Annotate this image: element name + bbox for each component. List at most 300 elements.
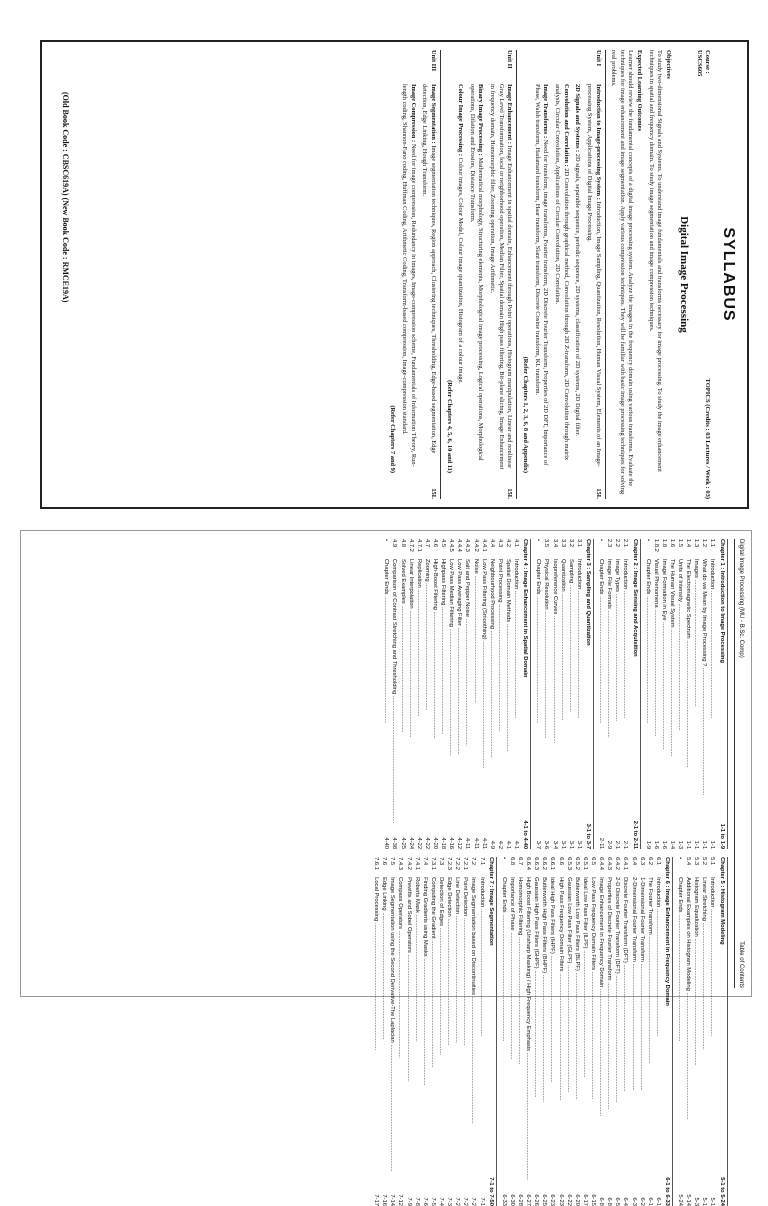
toc-entry-number: •: [383, 539, 390, 542]
toc-entry-title: Image Types .....: [613, 559, 621, 823]
chapter-reference: (Refer Chapters 7 and 9): [389, 405, 397, 473]
unit-body: [520, 84, 601, 477]
toc-entry-title: Low Pass Averaging Filter .....: [455, 559, 463, 823]
toc-entry: [463, 539, 471, 849]
units-table: [385, 50, 606, 499]
unit-topic: [456, 84, 465, 473]
toc-entry-title: Sampling .....: [567, 559, 575, 823]
toc-entry: [613, 539, 621, 849]
toc-entry-page: 7-9: [405, 1197, 412, 1206]
toc-entry-number: 5.1: [709, 857, 716, 866]
topic-text: 2D signals, separable sequence, periodic sequence, 2D systems, classification of 2D systems, 2D Digital filter.: [574, 152, 582, 436]
toc-entry-page: 5-1: [709, 1197, 716, 1206]
toc-entry-number: 7.4.1: [413, 857, 420, 870]
toc-entry-number: 3.2: [567, 539, 574, 548]
toc-entry-title: Highpass Filtering .....: [439, 559, 447, 823]
toc-entry-page: 4-24: [407, 837, 414, 850]
toc-entry-page: 7-4: [438, 1197, 444, 1206]
course-code: USCS605: [695, 50, 703, 77]
toc-entry-page: 4-22: [423, 837, 430, 850]
toc-entry: [534, 539, 542, 849]
toc-entry-title: Image Formation in Eye .....: [660, 559, 668, 823]
toc-entry-page: 4-20: [432, 837, 438, 850]
toc-entry-title: Image File Formats .....: [605, 559, 613, 823]
toc-entry-page: 6-28: [516, 1194, 523, 1206]
toc-entry-title: Edge Linking .....: [380, 877, 388, 1180]
toc-entry-page: 2-1: [622, 840, 629, 850]
toc-entry-number: 7.6: [381, 857, 388, 866]
toc-entry-page: 6-5: [614, 1197, 621, 1206]
outcomes-text: Learner should review the fundamental concepts of a digital image processing system. Analyze the images in the frequency domain using various transforms. Evaluate the techniques for image enhancement and image segmentation. Apply various compression techniques. They will be familiar with basic image processing techniques for solving real problems.: [610, 50, 635, 495]
toc-entry-title: Replication .....: [415, 559, 423, 823]
toc-entry-page: 6-23: [557, 1194, 564, 1206]
toc-entry-page: 7-2: [454, 1197, 461, 1206]
toc-entry-page: 1-6: [660, 840, 667, 850]
toc-entry-page: 7-5: [429, 1197, 436, 1206]
toc-entry-title: 1-Dimensional Fourier Transform .....: [638, 877, 646, 1180]
toc-entry-title: Introduction .....: [708, 877, 716, 1180]
toc-entry-number: 4.9: [391, 539, 398, 548]
toc-entry: [461, 857, 469, 1206]
toc-entry-title: Zooming .....: [423, 559, 431, 823]
toc-entry-number: 2.3: [606, 539, 613, 548]
topic-heading: Image Segmentation :: [429, 84, 437, 144]
toc-entry-number: 6.6.2: [541, 857, 548, 870]
toc-entry-number: 6.5: [589, 857, 596, 866]
toc-entry-page: 6-15: [589, 1194, 596, 1206]
toc-entry-title: Homomorphic Filtering .....: [516, 877, 524, 1180]
toc-entry-title: Introduction .....: [708, 559, 716, 823]
toc-entry: [660, 539, 668, 849]
toc-entry-page: 7-1: [478, 1197, 485, 1206]
toc-entry-number: 4.1: [513, 539, 520, 548]
toc-entry-page: 7-14: [389, 1194, 396, 1206]
toc-entry-number: 4.4.1: [480, 539, 487, 552]
toc-entry-page: 5-1: [701, 1197, 708, 1206]
toc-entry-page: 4-11: [464, 837, 471, 850]
toc-entry-title: Noise .....: [471, 559, 479, 823]
toc-entry-title: Neighbourhood Processing .....: [488, 559, 496, 823]
toc-entry-page: 1-9: [644, 840, 651, 850]
toc-column: [372, 539, 731, 849]
toc-columns: [372, 539, 731, 1206]
toc-entry-page: 7-17: [373, 1194, 380, 1206]
toc-entry-number: 4.4.5: [448, 539, 455, 552]
toc-entry-title: Introduction .....: [654, 877, 662, 1180]
toc-entry: [597, 857, 605, 1206]
toc-entry: [556, 857, 564, 1206]
toc-chapter-title: Chapter 5 : Histogram Modeling: [718, 857, 725, 945]
toc-entry-page: 6-25: [541, 1194, 548, 1206]
toc-entry-number: •: [500, 857, 507, 860]
toc-entry-title: Chapter Ends .....: [534, 559, 542, 823]
toc-entry: [540, 857, 548, 1206]
toc-entry-number: 6.5.1: [581, 857, 588, 870]
toc-chapter-title: Chapter 3 : Sampling and Quantization: [584, 539, 591, 646]
toc-entry-page: 6-2: [638, 1197, 645, 1206]
toc-entry-number: 6.3: [638, 857, 645, 866]
toc-entry: [692, 857, 700, 1206]
toc-entry-number: 6.4.3: [606, 857, 613, 870]
toc-entry-title: High-Boost Filtering .....: [431, 559, 439, 823]
toc-entry-number: 7.2: [470, 857, 477, 866]
toc-entry-title: High Boost Filtering (Unsharp Masking) / High Frequency Emphasis .....: [524, 877, 532, 1180]
toc-entry: [652, 539, 660, 849]
toc-entry-number: 1.8: [660, 539, 667, 548]
toc-entry: [668, 539, 676, 849]
toc-entry-number: 7.6.1: [373, 857, 380, 870]
toc-chapter-heading: [521, 539, 531, 849]
toc-entry-number: 4.5: [440, 539, 447, 548]
toc-entry: [646, 857, 654, 1206]
topic-text: Colour images, Colour Model, Colour image quantization, Histogram of a colour image.: [457, 156, 465, 384]
toc-entry-title: The Human Visual System .....: [668, 559, 676, 823]
toc-entry-number: 4.8: [399, 539, 406, 548]
toc-entry-title: Introduction .....: [512, 559, 520, 823]
credits-text: TOPICS (Credits : 03 Lectures / Week : 03): [704, 378, 712, 499]
toc-entry: [372, 857, 380, 1206]
unit-row: [385, 50, 441, 499]
toc-entry-title: 2-Dimensional Fourier Transform .....: [629, 877, 637, 1180]
toc-chapter-title: Chapter 2 : Image Sensing and Acquisition: [631, 539, 638, 657]
toc-entry-title: Edge Detection .....: [445, 877, 453, 1180]
topic-text: Introduction, Image Sampling, Quantization, Resolution, Human Visual System, Elements of an Image-processing System, Applications of Digital Image Processing.: [585, 84, 602, 467]
toc-chapter-pages: 5-1 to 5-24: [718, 1177, 725, 1206]
toc-column: [372, 857, 731, 1206]
toc-entry-page: 4-22: [415, 837, 422, 850]
toc-entry-page: 6-22: [565, 1194, 572, 1206]
toc-entry-number: 7.4.3: [397, 857, 404, 870]
toc-entry-title: Discrete Fourier Transform (DFT) .....: [621, 877, 629, 1180]
toc-entry-title: Detection of Edges .....: [437, 877, 445, 1180]
toc-entry-number: 4.3: [496, 539, 503, 548]
toc-entry-number: 7.2.1: [462, 857, 469, 870]
toc-book-title: Digital Image Processing (MU - B.Sc. Comp): [738, 539, 744, 658]
toc-entry: [565, 857, 573, 1206]
unit-row: [517, 50, 605, 499]
toc-content: [21, 531, 751, 1206]
toc-entry: [429, 857, 437, 1206]
toc-entry: [380, 857, 388, 1206]
toc-entry: [575, 539, 583, 849]
toc-entry-title: Chapter Ends .....: [597, 559, 605, 823]
toc-entry: [684, 857, 692, 1206]
toc-entry: [605, 539, 613, 849]
toc-entry-page: 1-1: [685, 840, 692, 850]
toc-chapter-pages: 3-1 to 3-7: [584, 823, 591, 850]
toc-entry-number: 5.2: [701, 857, 708, 866]
toc-entry: [415, 539, 423, 849]
toc-entry: [700, 857, 708, 1206]
objectives-text: To study two-dimensional Signals and Systems. To understand image fundamentals and transforms necessary for image processing. To study the image enhancement techniques in spatial and frequency domain. To study image segmentation and image compression techniques.: [647, 50, 664, 472]
toc-entry-title: Isopreference Curves .....: [550, 559, 558, 823]
toc-entry: [621, 857, 629, 1206]
toc-entry-page: 1-4: [668, 840, 675, 850]
toc-entry-page: 6-17: [581, 1194, 588, 1206]
toc-entry-number: 7.4.2: [405, 857, 412, 870]
toc-chapter-title: Chapter 7 : Image Segmentation: [487, 857, 494, 946]
toc-entry: [638, 857, 646, 1206]
course-meta: [703, 50, 712, 499]
toc-entry-page: 3-1: [559, 840, 566, 850]
toc-entry-page: 7-16: [381, 1194, 388, 1206]
toc-entry: [508, 857, 516, 1206]
unit-topic: [420, 84, 437, 473]
toc-entry-number: 4.2: [504, 539, 511, 548]
toc-entry: [676, 539, 684, 849]
unit-topic: [584, 84, 601, 473]
toc-entry: [581, 857, 589, 1206]
course-label: Course :: [704, 50, 712, 74]
toc-entry-title: Images .....: [692, 559, 700, 823]
toc-entry: [437, 857, 445, 1206]
unit-hours: 15L: [429, 488, 437, 499]
toc-entry: [654, 857, 662, 1206]
toc-entry: [573, 857, 581, 1206]
objectives: [646, 50, 672, 499]
toc-entry-title: Low Pass Filtering (Smoothing) .....: [480, 559, 488, 823]
toc-entry-number: 7.1: [478, 857, 485, 866]
toc-entry-title: Computing the Gradient .....: [429, 877, 437, 1180]
toc-entry-title: Linear Stretching .....: [700, 877, 708, 1180]
toc-entry-page: 6-20: [573, 1194, 580, 1206]
toc-entry-number: 5.3: [693, 857, 700, 866]
toc-entry-number: 5.4: [685, 857, 692, 866]
toc-entry-title: Quantization .....: [559, 559, 567, 823]
toc-entry-title: Compass Operators .....: [396, 877, 404, 1180]
toc-chapter-heading: [718, 857, 728, 1206]
toc-entry: [504, 539, 512, 849]
toc-entry-title: Image Segmentation using the Second Derivative-The Laplacian .....: [388, 877, 396, 1180]
toc-entry-number: 1.8.2: [652, 539, 659, 552]
unit-hours: 15L: [506, 488, 514, 499]
toc-entry-title: Comparison of Contrast Stretching and Thresholding .....: [390, 559, 398, 823]
unit-name: Unit III: [429, 50, 437, 72]
toc-entry-number: 4.7: [423, 539, 430, 548]
toc-entry-title: What do we Mean by Image Processing ? .....: [700, 559, 708, 823]
toc-entry-page: 4-11: [472, 837, 479, 850]
toc-entry: [567, 539, 575, 849]
toc-entry: [597, 539, 605, 849]
toc-entry-page: 5-3: [693, 1197, 700, 1206]
toc-entry-page: 7-3: [446, 1197, 453, 1206]
topic-heading: Colour Image Processing :: [457, 84, 465, 157]
toc-entry-title: Salt and Pepper Noise .....: [463, 559, 471, 823]
toc-entry-number: 4.4.2: [472, 539, 479, 552]
toc-entry: [455, 539, 463, 849]
toc-entry-title: Introduction .....: [477, 877, 485, 1180]
toc-entry-page: 4-16: [448, 837, 455, 850]
toc-entry-title: Low Pass Frequency Domain Filters .....: [589, 877, 597, 1180]
toc-entry: [708, 539, 716, 849]
toc-entry-page: 4-2: [496, 840, 503, 850]
unit-topic: [532, 84, 549, 473]
toc-entry: [404, 857, 412, 1206]
outcomes-label: Expected Learning Outcomes: [636, 50, 644, 131]
toc-entry-number: 3.3: [559, 539, 566, 548]
toc-entry-number: 1.6: [668, 539, 675, 548]
toc-entry-number: •: [644, 539, 651, 542]
toc-entry-page: 6-30: [508, 1194, 515, 1206]
toc-chapter-heading: [718, 539, 728, 849]
syllabus-content: [42, 42, 747, 507]
toc-entry-page: 4-9: [488, 840, 495, 850]
objectives-label: Objectives: [665, 50, 673, 79]
toc-entry-page: 5-24: [677, 1194, 684, 1206]
toc-entry-number: 6.4.2: [614, 857, 621, 870]
toc-entry-title: Image Enhancement in Frequency Domain .....: [597, 877, 605, 1180]
toc-entry: [445, 857, 453, 1206]
toc-entry-number: 1.3: [693, 539, 700, 548]
toc-entry-title: Physical Resolution .....: [542, 559, 550, 823]
unit-topic: [573, 84, 582, 473]
toc-entry: [447, 539, 455, 849]
toc-entry-page: 4-38: [391, 837, 398, 850]
toc-entry-page: 3-1: [575, 840, 582, 850]
toc-entry-page: 6-1: [654, 1197, 661, 1206]
toc-entry-page: 4-25: [399, 837, 406, 850]
toc-entry-page: 7-12: [397, 1194, 404, 1206]
toc-entry-page: 6-26: [533, 1194, 540, 1206]
toc-entry-title: Linear Interpolation .....: [407, 559, 415, 823]
toc-entry-number: 4.7.1: [415, 539, 422, 552]
toc-entry-page: 7-8: [413, 1197, 420, 1206]
toc-entry-page: 1-1: [693, 840, 700, 850]
toc-entry-page: 4-18: [440, 837, 447, 850]
toc-entry-title: Low Pass Median Filtering .....: [447, 559, 455, 823]
toc-chapter-heading: [487, 857, 497, 1206]
toc-entry-title: Butterworth High Pass Filters (BHPF) .....: [540, 877, 548, 1180]
toc-entry-number: 4.7.2: [407, 539, 414, 552]
topic-text: Image Enhancement in spatial domain, Enhancement through Point operations, Histogram manipulation, Linear and nonlinear Gray Level Transformation, local or neighborhood operation, Median Filter, Spatial domain High pass filtering, Bit-plane slicing, Image Enhancement in frequency domain, Homomorphic filter, Zooming operation, Image Arithmetic.: [489, 84, 514, 470]
toc-entry: [589, 857, 597, 1206]
toc-entry-title: The Electromagnetic Spectrum .....: [684, 559, 692, 823]
toc-entry-number: 6.1: [654, 857, 661, 866]
toc-entry: [407, 539, 415, 849]
toc-entry-title: 2-D Discrete Fourier Transform (DFT) .....: [613, 877, 621, 1180]
toc-entry: [548, 857, 556, 1206]
toc-entry: [469, 857, 477, 1206]
toc-entry-number: 4.4: [488, 539, 495, 548]
syllabus-title: SYLLABUS: [720, 227, 737, 322]
toc-entry-number: 6.4: [630, 857, 637, 866]
unit-hours: 15L: [594, 488, 602, 499]
subject-title: Digital Image Processing: [677, 216, 690, 333]
toc-page: [20, 530, 752, 1206]
toc-entry: [700, 539, 708, 849]
toc-entry-number: •: [677, 857, 684, 860]
topic-text: 2D Convolution through graphical method, Convolution through 2D Z-transform, 2D Convolution through matrix analysis, Circular Convolution, Applications of Circular Convolution, 2D Correlation.: [553, 84, 570, 461]
toc-entry-page: 7-2: [462, 1197, 469, 1206]
toc-entry-page: 6-8: [606, 1197, 613, 1206]
unit-topic: [552, 84, 569, 473]
toc-entry-page: 3-4: [551, 840, 558, 850]
toc-entry-page: 3-6: [543, 840, 550, 850]
toc-entry-number: 1.4: [685, 539, 692, 548]
toc-chapter-pages: 6-1 to 6-33: [663, 1177, 670, 1206]
toc-entry-number: 6.8: [508, 857, 515, 866]
unit-name: Unit I: [594, 50, 602, 67]
toc-entry-title: Solved Examples .....: [398, 559, 406, 823]
toc-entry: [532, 857, 540, 1206]
topic-text: Mathematical morphology, Structuring elements, Morphological image processing, Logical operations, Morphological operations, Dilation and Erosion, Distance Transform.: [468, 84, 485, 461]
unit-topic: [467, 84, 484, 473]
toc-entry-title: Ideal High Pass Filters (IHPF) .....: [548, 877, 556, 1180]
toc-chapter-heading: [663, 857, 673, 1206]
unit-name: Unit II: [506, 50, 514, 69]
book-code: (Old Book Code : CBSC619A) (New Book Code : RMCE19A): [61, 92, 70, 303]
toc-entry-number: 2.2: [614, 539, 621, 548]
toc-entry-page: 1-1: [709, 840, 716, 850]
toc-entry-page: 6-33: [500, 1194, 507, 1206]
toc-entry-number: 6.7: [516, 857, 523, 866]
toc-entry-title: Finding Gradients using Masks .....: [421, 877, 429, 1180]
outcomes: [609, 50, 644, 499]
toc-entry-title: Introduction .....: [621, 559, 629, 823]
toc-entry: [542, 539, 550, 849]
toc-entry: [453, 857, 461, 1206]
toc-chapter-title: Chapter 6 : Image Enhancement in Frequency Domain: [663, 857, 670, 1006]
syllabus-page: [40, 40, 749, 509]
toc-entry-page: 4-40: [383, 837, 390, 850]
topic-heading: Introduction to Image-processing System :: [594, 84, 602, 200]
toc-entry-number: 3.1: [575, 539, 582, 548]
toc-entry: [550, 539, 558, 849]
toc-entry: [496, 539, 504, 849]
toc-entry-number: 1.5: [677, 539, 684, 548]
toc-entry-title: Point Detection .....: [461, 877, 469, 1180]
toc-entry: [431, 539, 439, 849]
toc-header: [734, 539, 745, 988]
toc-entry-number: 6.4.4: [598, 857, 605, 870]
toc-entry-number: 2.1: [622, 539, 629, 548]
toc-entry: [676, 857, 684, 1206]
toc-entry-title: Visual Phenomena .....: [652, 559, 660, 823]
toc-entry-number: 6.4.1: [622, 857, 629, 870]
toc-entry: [471, 539, 479, 849]
toc-entry-page: 6-8: [598, 1197, 605, 1206]
toc-entry-page: 2-11: [598, 837, 605, 850]
toc-entry-number: •: [535, 539, 542, 542]
toc-entry-number: 6.5.2: [573, 857, 580, 870]
toc-entry: [621, 539, 629, 849]
toc-entry: [644, 539, 652, 849]
toc-entry-title: Units of Intensity .....: [676, 559, 684, 823]
topic-heading: 2D Signals and Systems :: [574, 84, 582, 153]
toc-entry-number: 7.4: [421, 857, 428, 866]
topic-heading: Convolution and Correlation :: [562, 84, 570, 167]
toc-entry-number: 3.5: [543, 539, 550, 548]
topic-heading: Image Enhancement :: [506, 84, 514, 144]
toc-entry-page: 4-11: [480, 837, 487, 850]
toc-title: Table of Contents: [738, 941, 744, 988]
toc-entry-page: 4-12: [456, 837, 463, 850]
toc-entry-title: Chapter Ends .....: [382, 559, 390, 823]
toc-entry-title: Histogram Equalization .....: [692, 877, 700, 1180]
toc-entry: [708, 857, 716, 1206]
toc-entry-number: 4.6: [432, 539, 438, 548]
toc-entry: [692, 539, 700, 849]
toc-entry-title: Introduction .....: [575, 559, 583, 823]
toc-entry-title: Gaussian Low Pass Filter (GLPF) .....: [565, 877, 573, 1180]
toc-chapter-title: Chapter 4 : Image Enhancement in Spatial Domain: [522, 539, 529, 678]
topic-text: Image segmentation techniques, Region approach, Clustering techniques, Thresholding, Edge-based segmentation, Edge detection, Edge Linking, Hough Transform.: [421, 84, 437, 454]
topic-text: Need for image compression, Redundancy in images, Image-compression scheme, Fundamentals of Information Theory, Run-length coding, Shannon-Fano coding, Huffman Coding, Arithmetic Coding, Transform-based compression, Image-compression standard.: [401, 84, 417, 467]
toc-entry-number: 4.4.3: [464, 539, 471, 552]
toc-entry-title: Chapter Ends .....: [644, 559, 652, 823]
topic-heading: Binary Image Processing :: [477, 84, 485, 156]
toc-entry-number: 1.2: [701, 539, 708, 548]
